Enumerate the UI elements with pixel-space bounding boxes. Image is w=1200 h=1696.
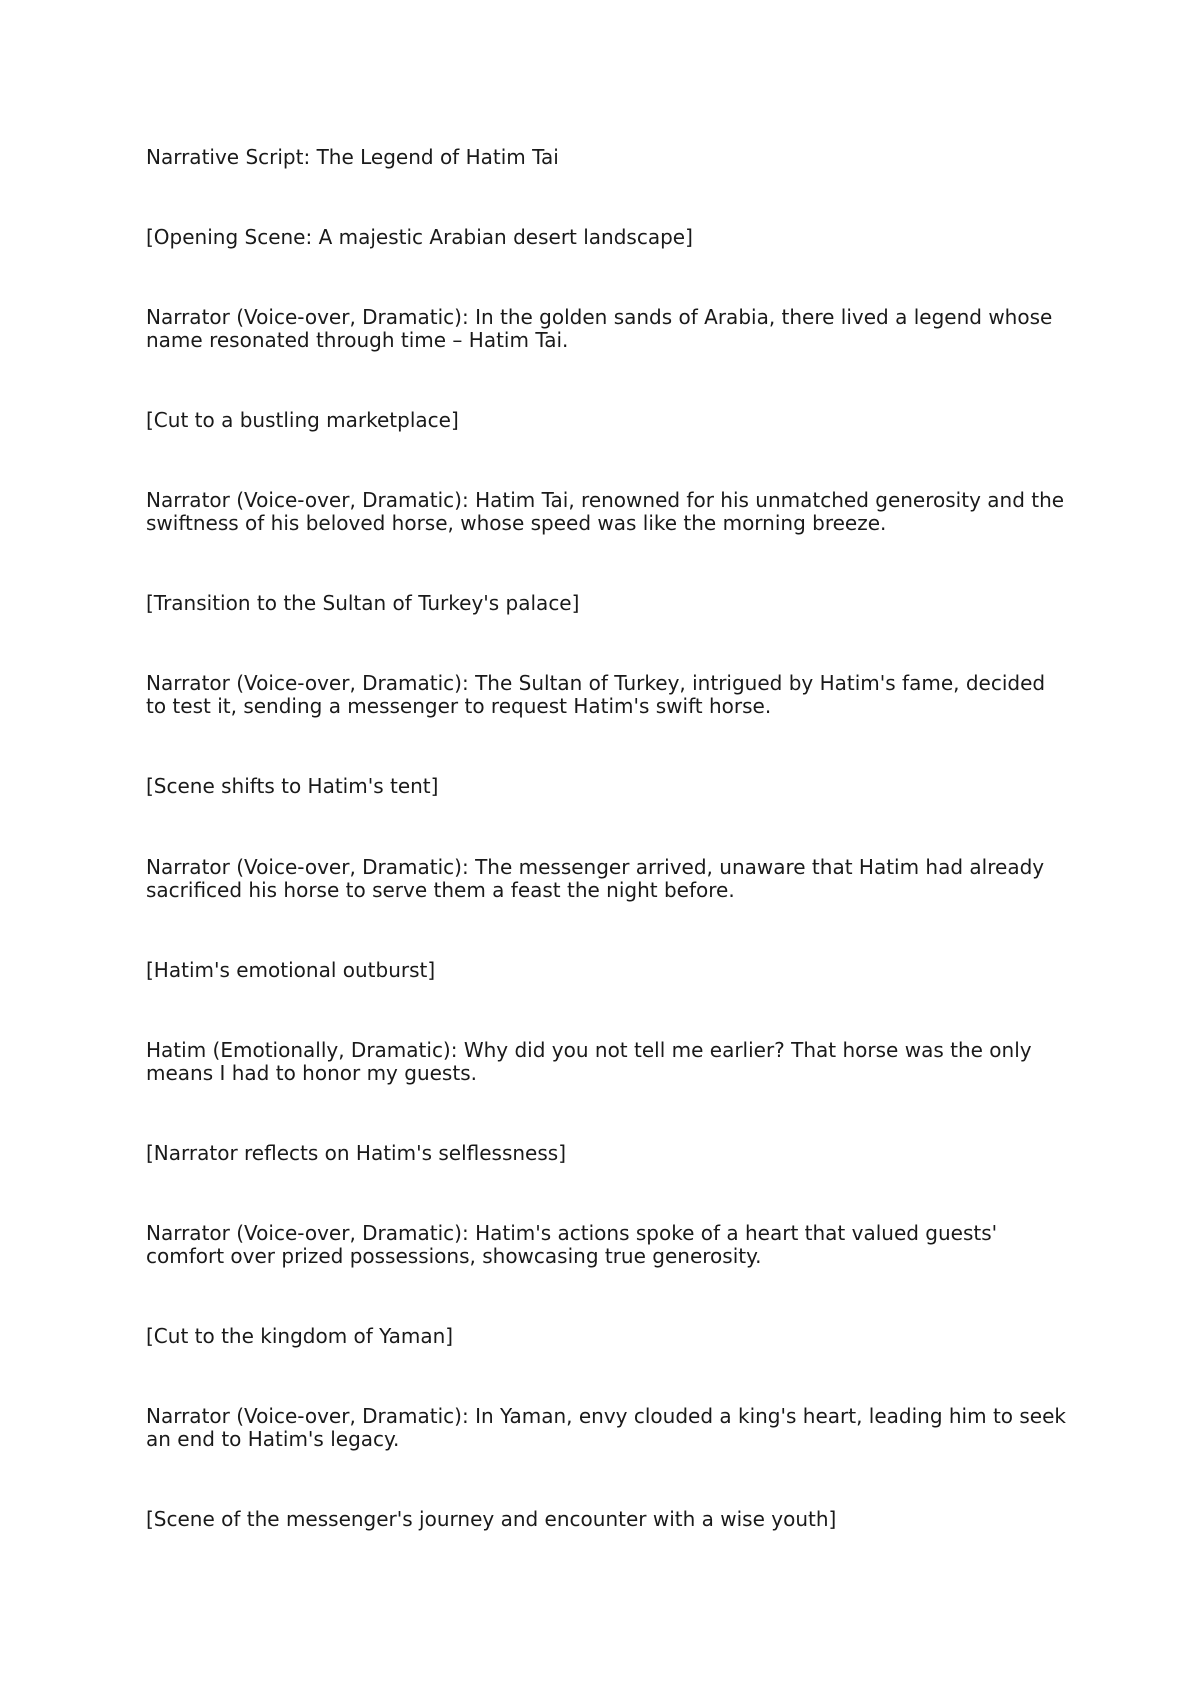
scene-direction: [Scene shifts to Hatim's tent] [146,774,439,798]
narration-line: Narrator (Voice-over, Dramatic): Hatim's actions spoke of a heart that valued guests' comfort over prized possessions, showcasing true generosity. [146,1221,998,1268]
scene-direction: [Cut to a bustling marketplace] [146,408,459,432]
narration-line: Narrator (Voice-over, Dramatic): Hatim Tai, renowned for his unmatched generosity and the swiftness of his beloved horse, whose speed was like the morning breeze. [146,488,1065,535]
scene-direction: [Narrator reflects on Hatim's selflessness] [146,1141,566,1165]
narration-line: Narrator (Voice-over, Dramatic): The messenger arrived, unaware that Hatim had already sacrificed his horse to serve them a feast the night before. [146,855,1045,902]
scene-direction: [Scene of the messenger's journey and encounter with a wise youth] [146,1507,837,1531]
scene-direction: [Hatim's emotional outburst] [146,958,436,982]
narration-line: Narrator (Voice-over, Dramatic): In the golden sands of Arabia, there lived a legend whose name resonated through time – Hatim Tai. [146,305,1053,352]
scene-direction: [Opening Scene: A majestic Arabian desert landscape] [146,225,693,249]
scene-direction: [Cut to the kingdom of Yaman] [146,1324,454,1348]
narration-line: Narrator (Voice-over, Dramatic): The Sultan of Turkey, intrigued by Hatim's fame, decided to test it, sending a messenger to request Hatim's swift horse. [146,671,1046,718]
scene-direction: [Transition to the Sultan of Turkey's palace] [146,591,580,615]
document-title: Narrative Script: The Legend of Hatim Tai [146,145,559,169]
narration-line: Narrator (Voice-over, Dramatic): In Yaman, envy clouded a king's heart, leading him to seek an end to Hatim's legacy. [146,1404,1066,1451]
dialogue-line: Hatim (Emotionally, Dramatic): Why did you not tell me earlier? That horse was the only means I had to honor my guests. [146,1038,1032,1085]
